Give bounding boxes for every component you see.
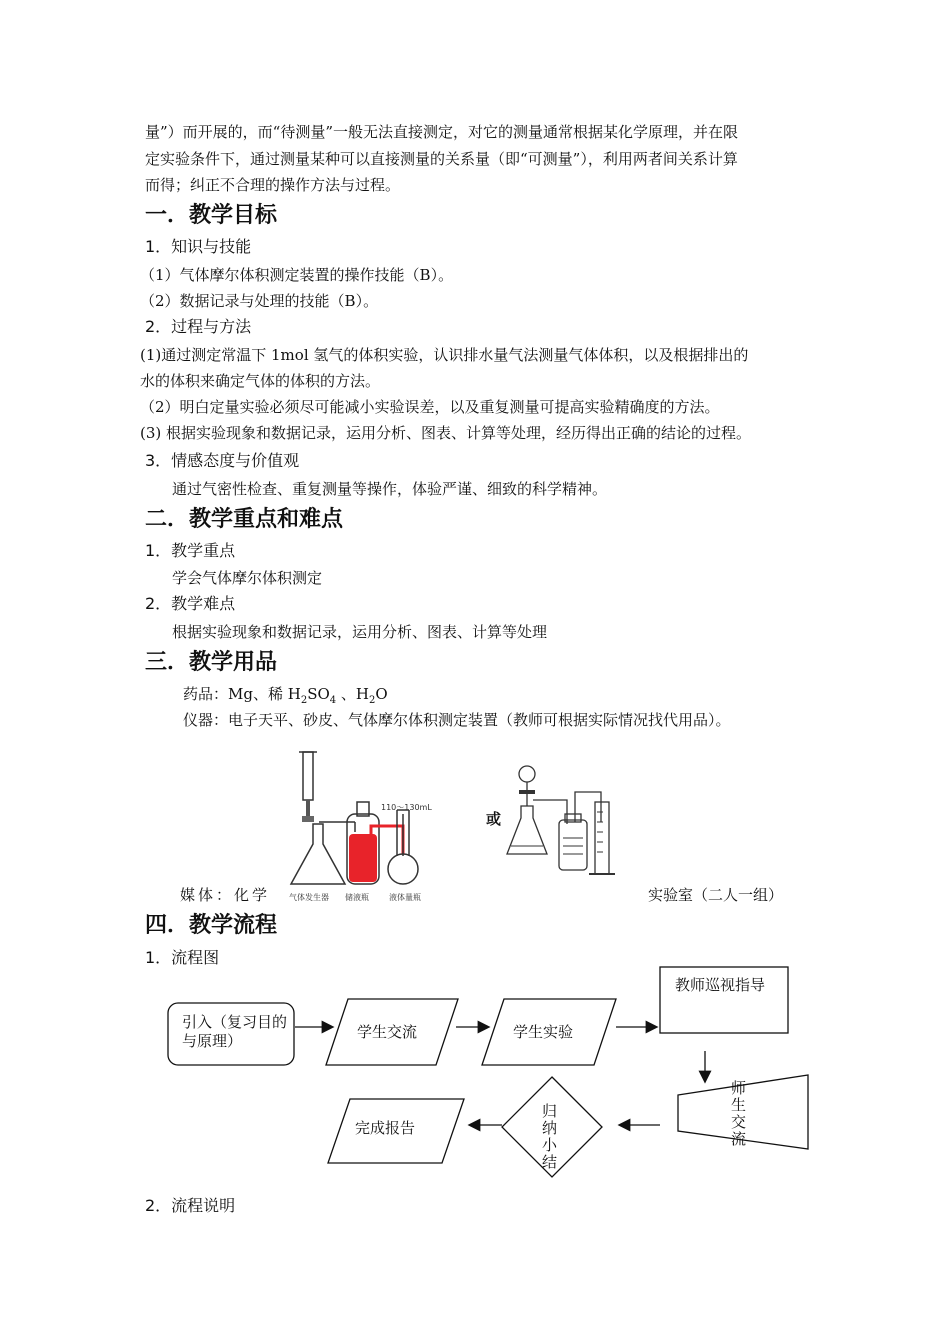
- drugs-sub: 2: [369, 695, 376, 706]
- section-1-item: 水的体积来确定气体的体积的方法。: [140, 372, 381, 390]
- range-label: 110～130mL: [381, 803, 432, 812]
- section-1-sub-2: 2．过程与方法: [145, 317, 252, 336]
- section-1-item: （2）明白定量实验必须尽可能减小实验误差，以及重复测量可提高实验精确度的方法。: [140, 398, 720, 416]
- apparatus-figure-1: [285, 744, 445, 906]
- caption-bottle: 储液瓶: [345, 893, 369, 902]
- intro-line-1: 量”）而开展的，而“待测量”一般无法直接测定，对它的测量通常根据某化学原理，并在限: [145, 123, 739, 141]
- section-4-sub-1: 1．流程图: [145, 948, 220, 967]
- media-left: 媒体：化学: [180, 886, 271, 904]
- flow-step-2: 学生实验: [513, 1023, 574, 1041]
- section-1-item: （1）气体摩尔体积测定装置的操作技能（B）。: [140, 266, 454, 284]
- flow-step-6: 完成报告: [355, 1119, 416, 1137]
- section-2-text-2: 根据实验现象和数据记录，运用分析、图表、计算等处理: [172, 623, 548, 641]
- flow-step-3: 教师巡视指导: [675, 976, 766, 994]
- intro-line-3: 而得；纠正不合理的操作方法与过程。: [145, 176, 401, 194]
- section-3-title: 三．教学用品: [145, 650, 278, 675]
- caption-generator: 气体发生器: [289, 893, 329, 902]
- intro-line-2: 定实验条件下，通过测量某种可以直接测量的关系量（即“可测量”），利用两者间关系计算: [145, 150, 738, 168]
- drugs-o: O: [375, 685, 388, 703]
- section-4-sub-2: 2．流程说明: [145, 1196, 236, 1215]
- section-2-sub-1: 1．教学重点: [145, 541, 236, 560]
- section-1-sub-3: 3．情感态度与价值观: [145, 451, 300, 470]
- instruments-line: 仪器：电子天平、砂皮、气体摩尔体积测定装置（教师可根据实际情况找代用品）。: [183, 711, 731, 729]
- section-2-sub-2: 2．教学难点: [145, 594, 236, 613]
- section-1-text: 通过气密性检查、重复测量等操作，体验严谨、细致的科学精神。: [172, 480, 608, 498]
- flow-step-1: 学生交流: [357, 1023, 418, 1041]
- flow-start-text: 引入（复习目的与原理）: [182, 1013, 288, 1050]
- drugs-so: SO: [307, 685, 330, 703]
- media-right: 实验室（二人一组）: [648, 886, 784, 904]
- section-4-title: 四．教学流程: [145, 913, 278, 938]
- section-2-text-1: 学会气体摩尔体积测定: [172, 569, 323, 587]
- or-label: 或: [486, 810, 502, 828]
- drugs-sub: 2: [300, 695, 308, 706]
- section-1-sub-1: 1．知识与技能: [145, 237, 252, 256]
- flow-step-4: 师生交流: [729, 1080, 747, 1148]
- drugs-mid: 、H: [336, 685, 369, 703]
- section-2-title: 二．教学重点和难点: [145, 507, 344, 532]
- section-1-item: (1)通过测定常温下 1mol 氢气的体积实验，认识排水量气法测量气体体积，以及根据排出的: [140, 346, 749, 364]
- drugs-prefix: 药品：Mg、稀 H: [183, 685, 301, 703]
- section-1-title: 一．教学目标: [145, 203, 278, 228]
- flow-step-5: 归纳小结: [540, 1103, 558, 1171]
- drugs-line: [183, 683, 388, 706]
- flowchart: [160, 965, 820, 1195]
- section-1-item: （2）数据记录与处理的技能（B）。: [140, 292, 379, 310]
- drugs-sub: 4: [329, 695, 337, 706]
- apparatus-figure-2: [505, 762, 625, 882]
- caption-flask: 液体量瓶: [389, 893, 421, 902]
- section-1-item: (3) 根据实验现象和数据记录，运用分析、图表、计算等处理，经历得出正确的结论的过程。: [140, 424, 752, 442]
